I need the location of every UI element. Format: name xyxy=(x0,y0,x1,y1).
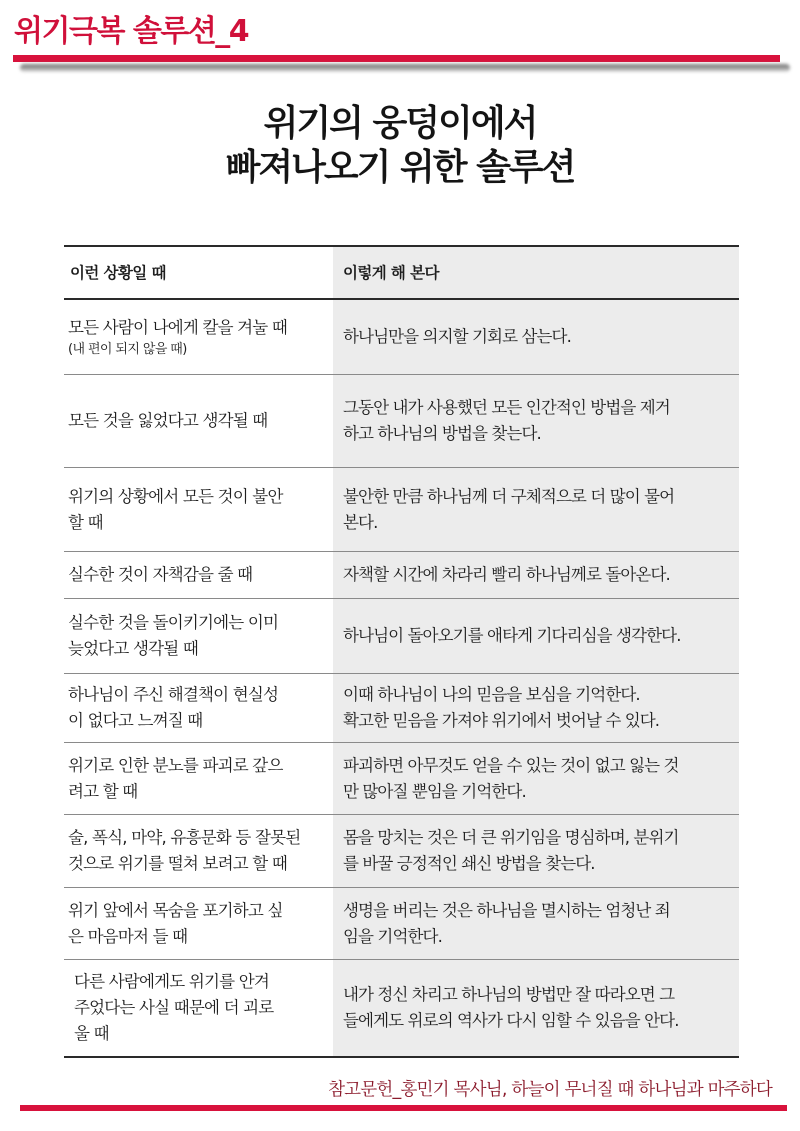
solution-cell xyxy=(333,375,739,467)
solution-text: 들에게도 위로의 역사가 다시 임할 수 있음을 안다. xyxy=(343,1011,679,1030)
situation-text: 다른 사람에게도 위기를 안겨 xyxy=(74,972,270,991)
bottom-accent-bar xyxy=(20,1105,787,1111)
main-title-line2: 빠져나오기 위한 솔루션 xyxy=(225,147,575,188)
table-row xyxy=(64,375,739,468)
solution-text: 확고한 믿음을 가져야 위기에서 벗어날 수 있다. xyxy=(343,711,660,730)
table-row xyxy=(64,743,739,815)
solution-cell xyxy=(333,815,739,887)
solution-text: 몸을 망치는 것은 더 큰 위기임을 명심하며, 분위기 xyxy=(343,828,679,847)
table-header-row xyxy=(64,247,739,300)
solution-text: 를 바꿀 긍정적인 쇄신 방법을 찾는다. xyxy=(343,854,595,873)
solution-text: 내가 정신 차리고 하나님의 방법만 잘 따라오면 그 xyxy=(343,985,675,1004)
solution-text: 하나님만을 의지할 기회로 삼는다. xyxy=(343,327,571,346)
solution-cell xyxy=(333,888,739,959)
situation-text: 것으로 위기를 떨쳐 보려고 할 때 xyxy=(68,854,288,873)
situation-cell xyxy=(64,468,333,551)
situation-cell xyxy=(64,960,333,1056)
situation-text: 위기로 인한 분노를 파괴로 갚으 xyxy=(68,755,283,775)
solution-cell xyxy=(333,552,739,598)
situation-text: 늦었다고 생각될 때 xyxy=(68,639,199,658)
column-header-situation: 이런 상황일 때 xyxy=(70,263,166,282)
solution-table xyxy=(64,245,739,1058)
table-row xyxy=(64,552,739,599)
solution-text: 파괴하면 아무것도 얻을 수 있는 것이 없고 잃는 것 xyxy=(343,755,679,775)
top-shadow-bar xyxy=(20,64,790,72)
situation-note: (내 편이 되지 않을 때) xyxy=(68,342,187,357)
table-row xyxy=(64,674,739,743)
main-title-line1: 위기의 웅덩이에서 xyxy=(263,103,537,144)
situation-cell xyxy=(64,300,333,374)
solution-text: 하고 하나님의 방법을 찾는다. xyxy=(343,424,541,443)
solution-cell xyxy=(333,599,739,673)
solution-text: 생명을 버리는 것은 하나님을 멸시하는 엄청난 죄 xyxy=(343,900,670,920)
series-title: 위기극복 솔루션_4 xyxy=(14,14,249,49)
situation-cell xyxy=(64,674,333,742)
solution-text: 불안한 만큼 하나님께 더 구체적으로 더 많이 물어 xyxy=(343,486,675,506)
solution-text: 그동안 내가 사용했던 모든 인간적인 방법을 제거 xyxy=(343,398,670,417)
situation-cell xyxy=(64,599,333,673)
solution-text: 본다. xyxy=(343,512,378,532)
situation-text: 모든 사람이 나에게 칼을 겨눌 때 xyxy=(68,318,288,337)
situation-text: 술, 폭식, 마약, 유흥문화 등 잘못된 xyxy=(68,828,301,847)
situation-text: 모든 것을 잃었다고 생각될 때 xyxy=(68,411,268,430)
top-accent-bar xyxy=(13,55,780,62)
solution-text: 하나님이 돌아오기를 애타게 기다리심을 생각한다. xyxy=(343,626,681,645)
table-row xyxy=(64,888,739,960)
situation-cell xyxy=(64,552,333,598)
situation-cell xyxy=(64,375,333,467)
table-row xyxy=(64,960,739,1058)
situation-text: 주었다는 사실 때문에 더 괴로 xyxy=(74,998,274,1017)
solution-text: 이때 하나님이 나의 믿음을 보심을 기억한다. xyxy=(343,685,640,704)
reference-citation: 참고문헌_홍민기 목사님, 하늘이 무너질 때 하나님과 마주하다 xyxy=(328,1080,772,1100)
column-header-solution: 이렇게 해 본다 xyxy=(343,263,439,282)
table-row xyxy=(64,300,739,375)
situation-cell xyxy=(64,743,333,814)
solution-text: 자책할 시간에 차라리 빨리 하나님께로 돌아온다. xyxy=(343,565,670,584)
solution-text: 만 많아질 뿐임을 기억한다. xyxy=(343,781,526,801)
situation-text: 은 마음마저 들 때 xyxy=(68,926,188,946)
solution-cell xyxy=(333,468,739,551)
situation-text: 위기 앞에서 목숨을 포기하고 싶 xyxy=(68,900,283,920)
situation-text: 려고 할 때 xyxy=(68,781,138,801)
situation-text: 하나님이 주신 해결책이 현실성 xyxy=(68,685,279,704)
situation-cell xyxy=(64,815,333,887)
solution-cell xyxy=(333,674,739,742)
table-row xyxy=(64,815,739,888)
table-row xyxy=(64,468,739,552)
solution-text: 임을 기억한다. xyxy=(343,926,442,946)
situation-cell xyxy=(64,888,333,959)
situation-text: 실수한 것이 자책감을 줄 때 xyxy=(68,565,253,584)
solution-cell xyxy=(333,743,739,814)
situation-text: 이 없다고 느껴질 때 xyxy=(68,711,203,730)
situation-text: 실수한 것을 돌이키기에는 이미 xyxy=(68,613,279,632)
situation-text: 할 때 xyxy=(68,512,103,532)
situation-text: 위기의 상황에서 모든 것이 불안 xyxy=(68,486,283,506)
solution-cell xyxy=(333,300,739,374)
solution-cell xyxy=(333,960,739,1056)
table-row xyxy=(64,599,739,674)
situation-text: 울 때 xyxy=(74,1024,109,1043)
